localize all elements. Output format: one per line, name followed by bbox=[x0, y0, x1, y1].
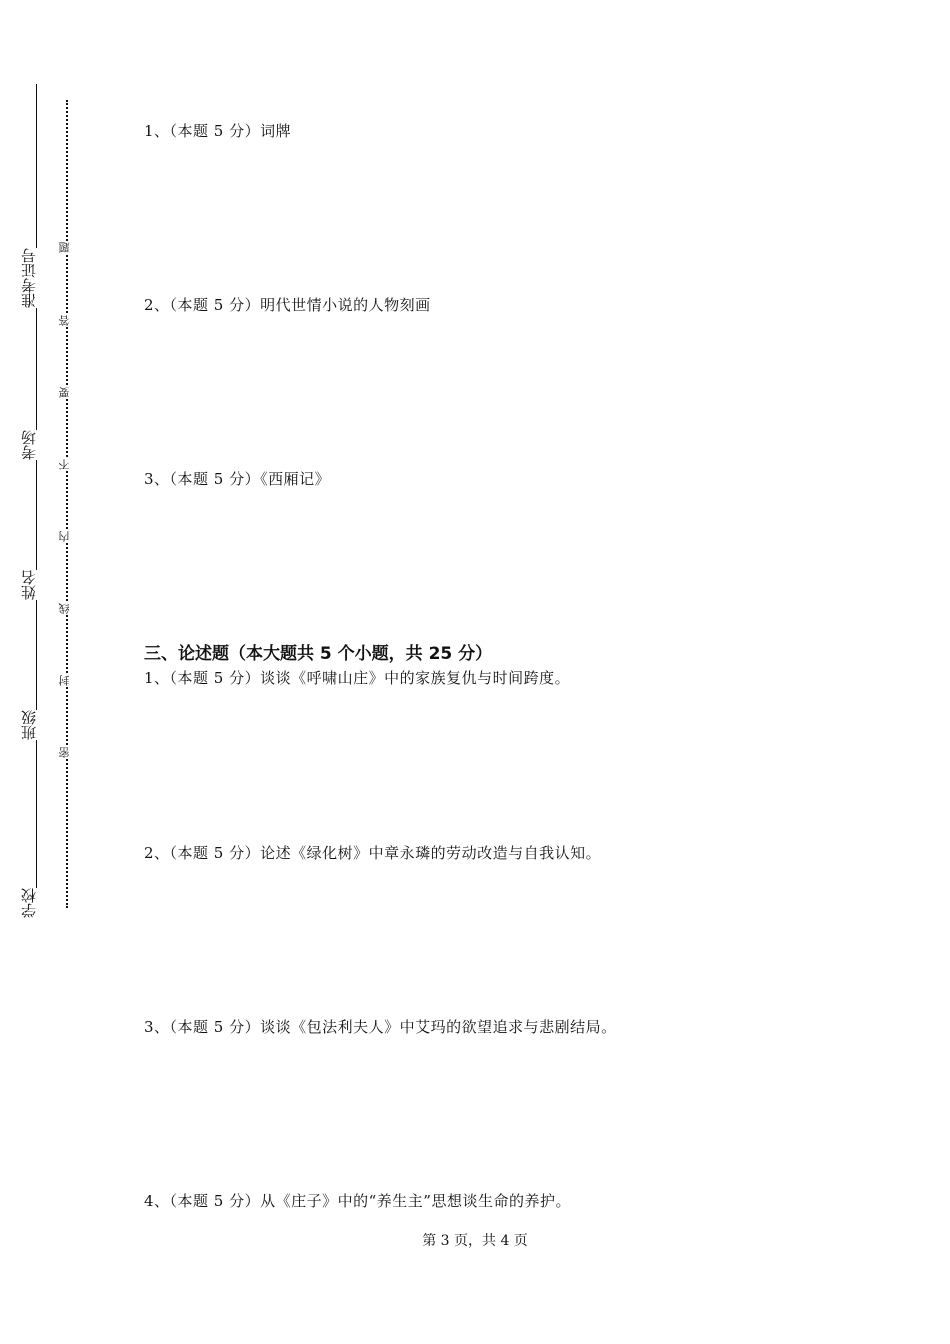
seal-char: 内 bbox=[59, 531, 75, 542]
label-class: 班级 bbox=[20, 710, 52, 740]
page-number: 第 3 页，共 4 页 bbox=[422, 1233, 528, 1249]
seal-char: 要 bbox=[59, 387, 75, 398]
seal-char: 不 bbox=[59, 459, 75, 470]
question-item: 4、（本题 5 分）从《庄子》中的“养生主”思想谈生命的养护。 bbox=[144, 1192, 571, 1210]
question-item: 2、（本题 5 分）明代世情小说的人物刻画 bbox=[144, 296, 431, 314]
binding-line bbox=[36, 84, 37, 914]
label-admission-number: 准考证号 bbox=[20, 248, 52, 308]
binding-margin bbox=[16, 80, 56, 930]
label-name: 姓名 bbox=[20, 570, 52, 600]
question-item: 1、（本题 5 分）词牌 bbox=[144, 122, 292, 140]
section-title: 三、论述题（本大题共 5 个小题，共 25 分） bbox=[144, 644, 493, 664]
label-exam-room: 考场 bbox=[20, 430, 52, 460]
question-item: 2、（本题 5 分）论述《绿化树》中章永璘的劳动改造与自我认知。 bbox=[144, 844, 602, 862]
seal-char: 题 bbox=[59, 242, 75, 253]
seal-char: 密 bbox=[59, 747, 75, 758]
seal-char: 封 bbox=[59, 675, 75, 686]
seal-char: 线 bbox=[59, 603, 75, 614]
label-school: 学校 bbox=[20, 888, 52, 918]
seal-char: 答 bbox=[59, 315, 75, 326]
seal-dotted-line bbox=[66, 100, 68, 908]
question-item: 3、（本题 5 分）《西厢记》 bbox=[144, 470, 331, 488]
question-item: 1、（本题 5 分）谈谈《呼啸山庄》中的家族复仇与时间跨度。 bbox=[144, 669, 571, 687]
question-item: 3、（本题 5 分）谈谈《包法利夫人》中艾玛的欲望追求与悲剧结局。 bbox=[144, 1018, 617, 1036]
